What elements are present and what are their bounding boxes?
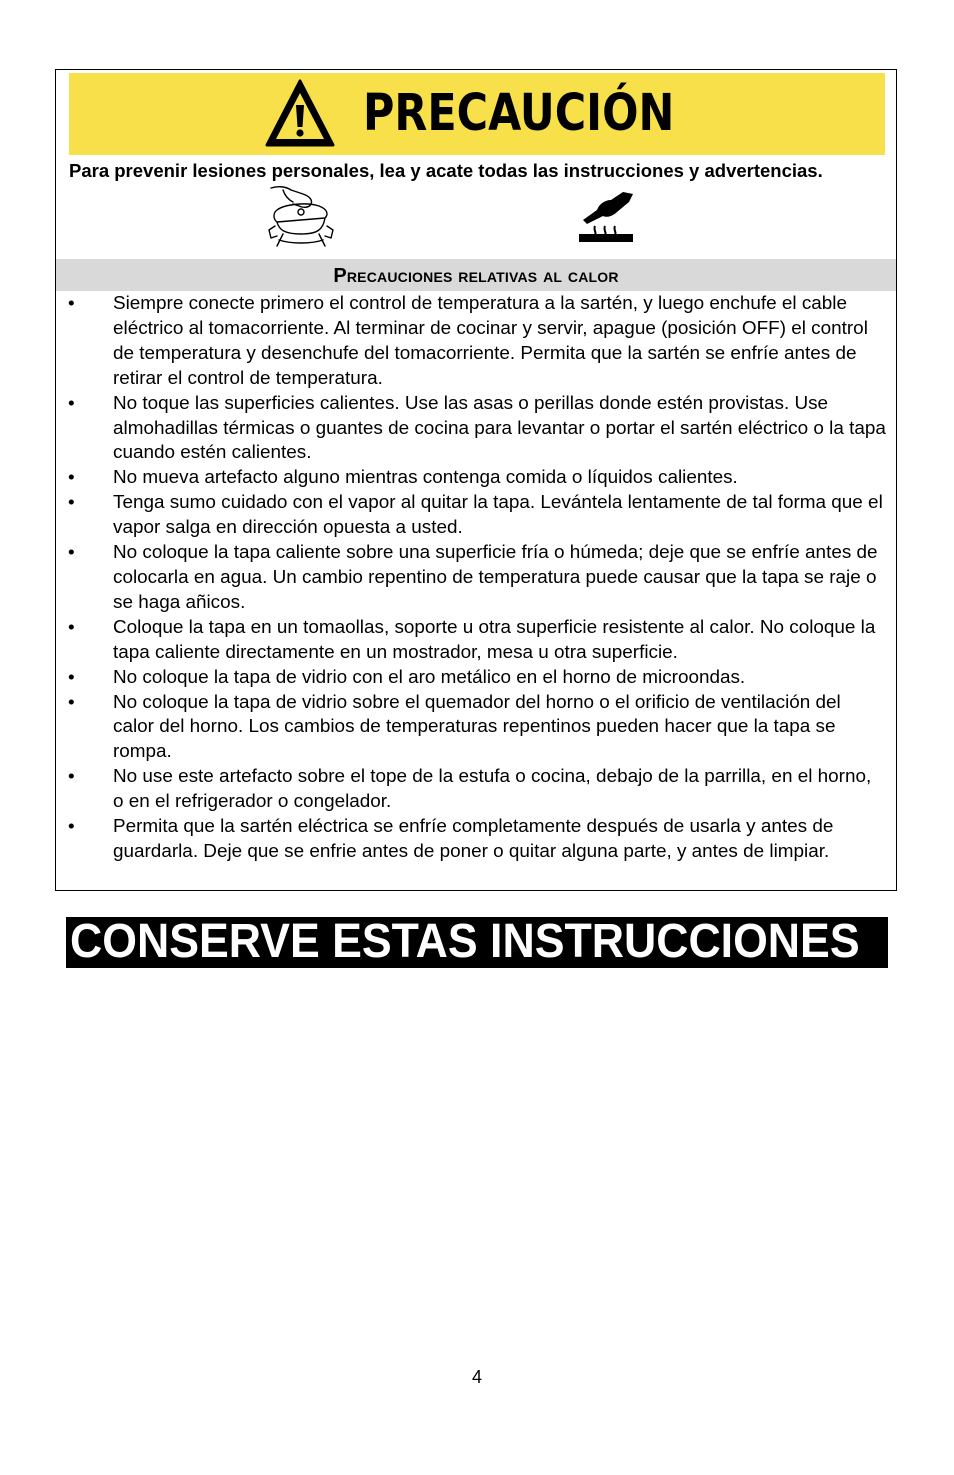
list-item-text: No coloque la tapa de vidrio con el aro metálico en el horno de microondas. [113, 666, 746, 688]
list-item-text: No coloque la tapa caliente sobre una superficie fría o húmeda; deje que se enfríe antes de colocarla en agua. Un cambio repentino de temperatura puede causar que la tapa se raje o se haga añicos. [113, 542, 878, 613]
section-header-heat-precautions [56, 259, 896, 291]
list-item [56, 691, 896, 766]
list-item [56, 491, 896, 541]
list-item-text: Coloque la tapa en un tomaollas, soporte u otra superficie resistente al calor. No coloque la tapa caliente directamente en un mostrador, mesa u otra superficie. [113, 616, 876, 663]
list-item [56, 466, 896, 491]
list-item-text: Tenga sumo cuidado con el vapor al quitar la tapa. Levántela lentamente de tal forma que el vapor salga en dirección opuesta a usted. [113, 492, 883, 539]
caution-box [55, 69, 897, 891]
bullet-icon: • [68, 816, 75, 838]
list-item-text: Permita que la sartén eléctrica se enfríe completamente después de usarla y antes de guardarla. Deje que se enfrie antes de poner o quitar alguna parte, y antes de limpiar. [113, 816, 834, 862]
bullet-icon: • [68, 467, 75, 489]
save-instructions-title: CONSERVE ESTAS INSTRUCCIONES [70, 915, 860, 968]
list-item [56, 541, 896, 616]
caution-title: PRECAUCIÓN [363, 84, 675, 143]
list-item [56, 815, 896, 865]
section-header-text: Precauciones relativas al calor [333, 265, 619, 287]
bullet-icon: • [68, 492, 75, 514]
list-item [56, 765, 896, 815]
bullet-icon: • [68, 616, 75, 638]
list-item-text: No mueva artefacto alguno mientras contenga comida o líquidos calientes. [113, 467, 738, 489]
list-item-text: Siempre conecte primero el control de temperatura a la sartén, y luego enchufe el cable eléctrico al tomacorriente. Al terminar de cocinar y servir, apague (posición OFF) el control de temperatura y desenchufe del tomacorriente. Permita que la sartén se enfríe antes de retirar el control de temperatura. [113, 293, 868, 389]
heat-precautions-list [56, 292, 896, 865]
save-instructions-banner [66, 917, 888, 968]
list-item-text: No coloque la tapa de vidrio sobre el quemador del horno o el orificio de ventilación del calor del horno. Los cambios de temperaturas repentinos pueden hacer que la tapa se rompa. [113, 691, 841, 763]
list-item [56, 616, 896, 666]
bullet-icon: • [68, 691, 75, 713]
warning-triangle-icon [264, 77, 336, 149]
list-item-text: No use este artefacto sobre el tope de la estufa o cocina, debajo de la parrilla, en el horno, o en el refrigerador o congelador. [113, 766, 872, 813]
list-item [56, 666, 896, 691]
hot-surface-icon [577, 190, 635, 244]
hand-on-pan-icon [263, 182, 339, 252]
list-item-text: No toque las superficies calientes. Use las asas o perillas donde estén provistas. Use almohadillas térmicas o guantes de cocina para levantar o portar el sartén eléctrico o la tapa cuando estén calientes. [113, 392, 886, 464]
caution-banner [69, 73, 885, 155]
bullet-icon: • [68, 293, 75, 314]
bullet-icon: • [68, 392, 75, 414]
bullet-icon: • [68, 542, 75, 564]
page-number: 4 [471, 1367, 482, 1387]
intro-warning-text: Para prevenir lesiones personales, lea y acate todas las instrucciones y advertencias. [69, 160, 823, 181]
bullet-icon: • [68, 766, 75, 788]
list-item [56, 392, 896, 467]
bullet-icon: • [68, 666, 75, 688]
list-item [56, 292, 896, 392]
